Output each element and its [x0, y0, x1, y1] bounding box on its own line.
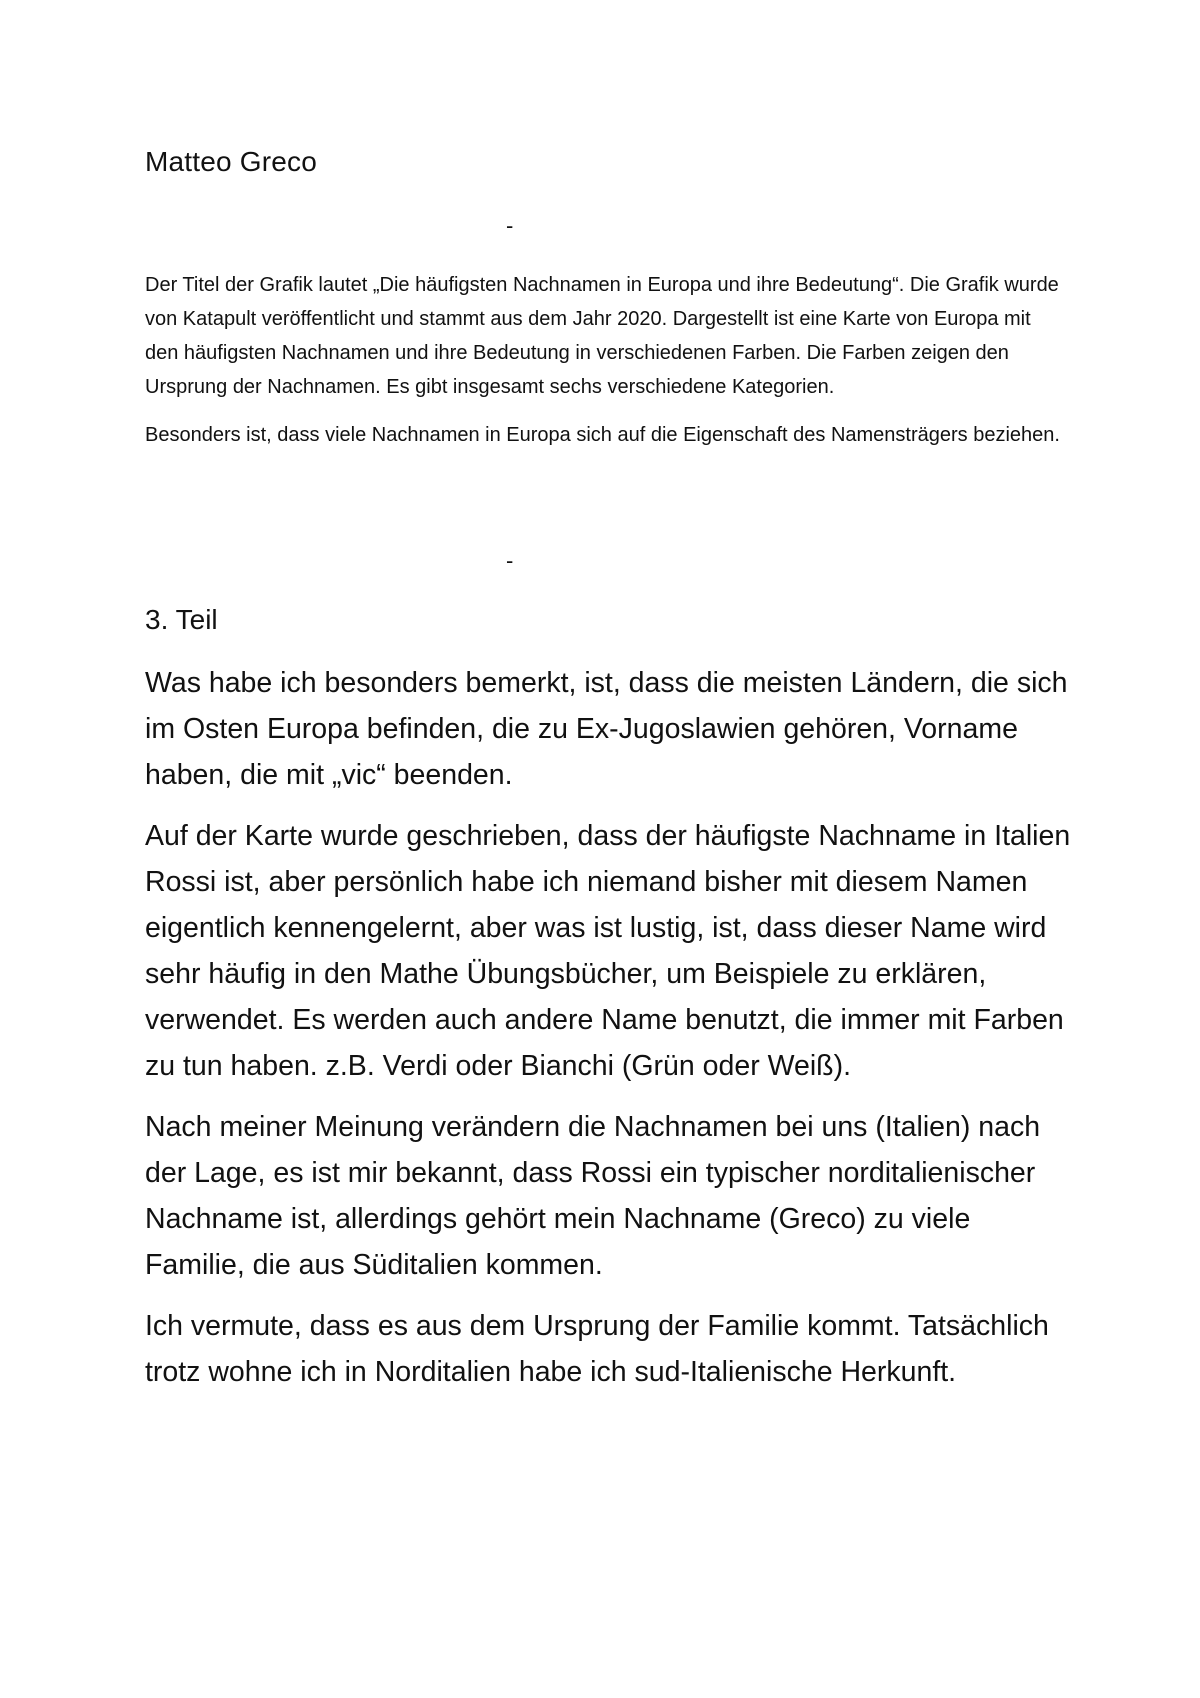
- body-paragraph: Auf der Karte wurde geschrieben, dass der häufigste Nachname in Italien Rossi ist, aber persönlich habe ich niemand bisher mit diesem Namen eigentlich kennengelernt, aber was ist lustig, ist, dass dieser Name wird sehr häufig in den Mathe Übungsbücher, um Beispiele zu erklären, verwendet. Es werden auch andere Name benutzt, die immer mit Farben zu tun haben. z.B. Verdi oder Bianchi (Grün oder Weiß).: [145, 820, 1071, 1082]
- summary-paragraph: Besonders ist, dass viele Nachnamen in Europa sich auf die Eigenschaft des Namensträgers beziehen.: [145, 424, 1060, 446]
- body-paragraph: Ich vermute, dass es aus dem Ursprung der Familie kommt. Tatsächlich trotz wohne ich in Norditalien habe ich sud-Italienische Herkunft.: [145, 1310, 1049, 1388]
- summary-paragraph: Der Titel der Grafik lautet „Die häufigsten Nachnamen in Europa und ihre Bedeutung“. Die Grafik wurde von Katapult veröffentlicht und stammt aus dem Jahr 2020. Dargestellt ist eine Karte von Europa mit den häufigsten Nachnamen und ihre Bedeutung in verschiedenen Farben. Die Farben zeigen den Ursprung der Nachnamen. Es gibt insgesamt sechs verschiedene Kategorien.: [145, 274, 1059, 398]
- author-name: Matteo Greco: [145, 146, 318, 177]
- body-paragraph: Was habe ich besonders bemerkt, ist, dass die meisten Ländern, die sich im Osten Europa befinden, die zu Ex-Jugoslawien gehören, Vorname haben, die mit „vic“ beenden.: [145, 667, 1068, 791]
- separator-dash: -: [506, 213, 514, 238]
- separator-dash: -: [506, 548, 514, 573]
- summary-section: [145, 268, 1065, 466]
- body-paragraph: Nach meiner Meinung verändern die Nachnamen bei uns (Italien) nach der Lage, es ist mir bekannt, dass Rossi ein typischer norditalienischer Nachname ist, allerdings gehört mein Nachname (Greco) zu viele Familie, die aus Süditalien kommen.: [145, 1111, 1041, 1281]
- section-title: 3. Teil: [145, 604, 218, 635]
- body-section: [145, 660, 1075, 1410]
